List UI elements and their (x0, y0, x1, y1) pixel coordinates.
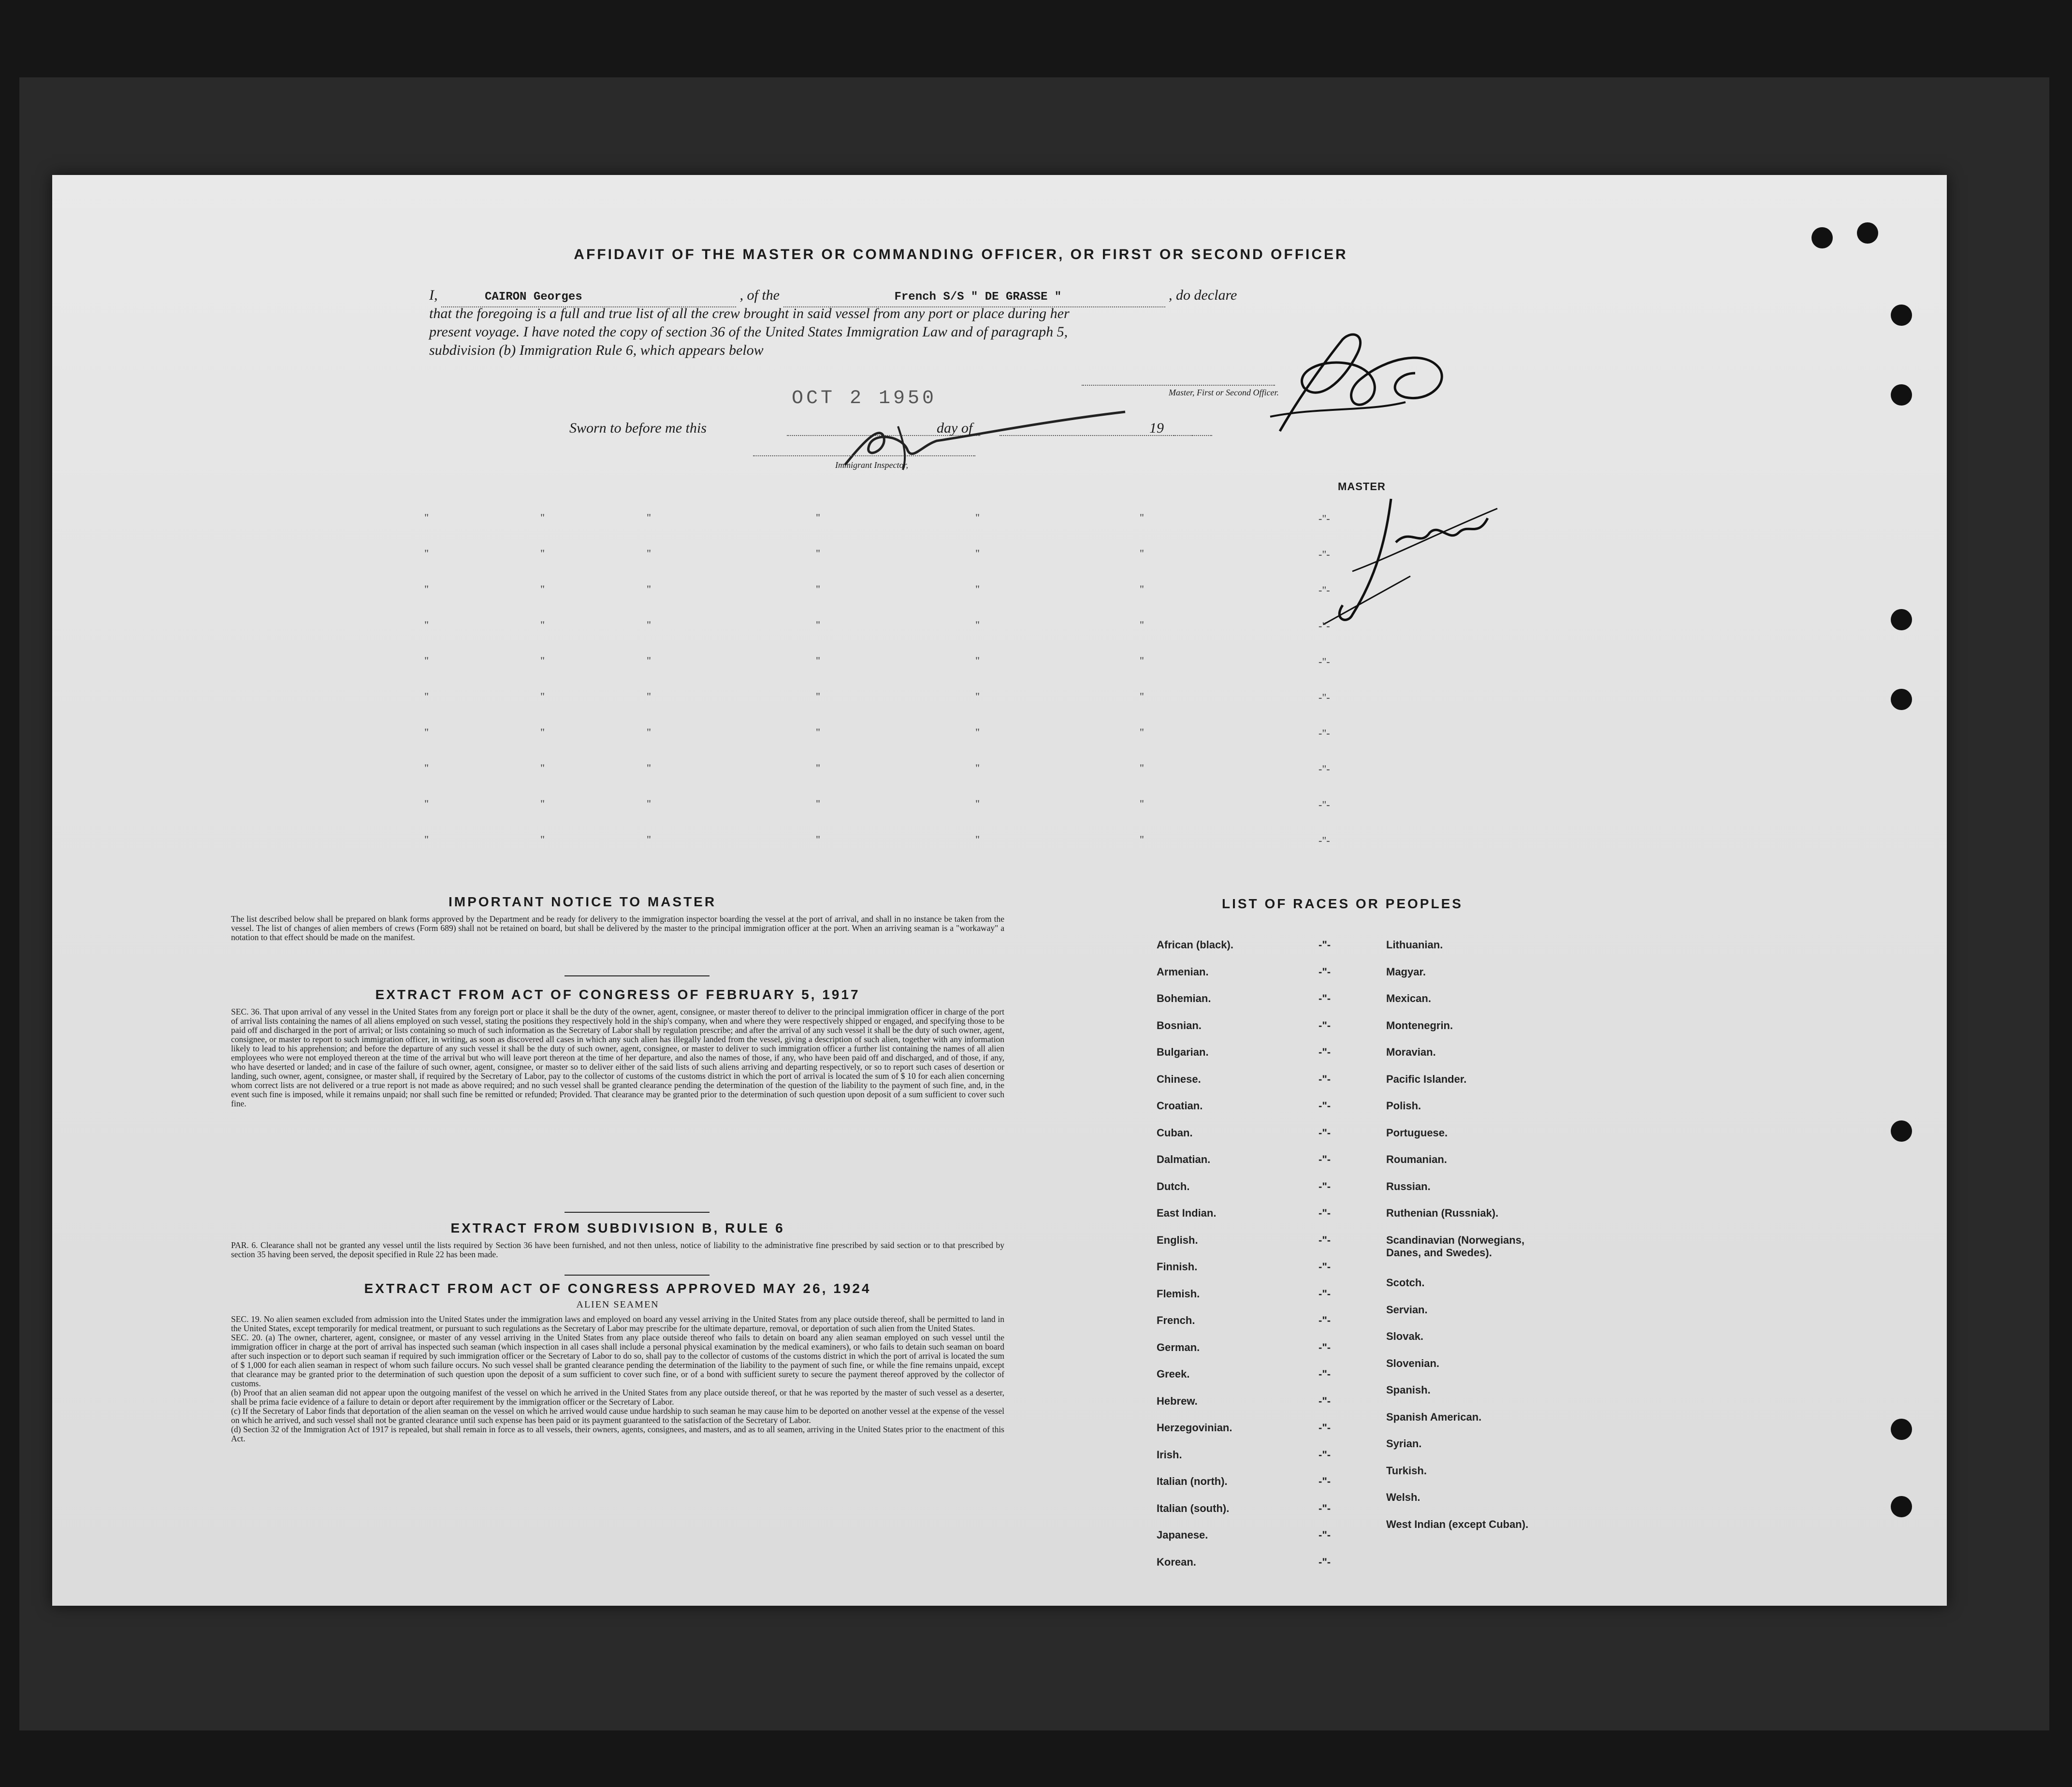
race-item: Slovak. (1386, 1330, 1424, 1343)
ditto-mark: " (816, 547, 820, 559)
race-ditto-mark: -"- (1319, 1502, 1331, 1514)
ditto-mark: " (975, 690, 980, 702)
punch-hole (1891, 305, 1912, 326)
ditto-mark: " (975, 798, 980, 810)
inspector-caption: Immigrant Inspector, (835, 460, 908, 470)
ditto-mark: " (975, 547, 980, 559)
notice-title: IMPORTANT NOTICE TO MASTER (449, 894, 717, 909)
ditto-mark: " (1140, 654, 1144, 667)
ditto-mark: " (540, 654, 545, 667)
race-ditto-mark: -"- (1319, 1100, 1331, 1112)
ditto-mark: " (424, 583, 429, 595)
notice-text: The list described below shall be prepared on blank forms approved by the Department and be ready for delivery to the immigration inspector boarding the vessel at the port of arrival, and shall in no instance be taken from the vessel. The list of changes of alien members of crews (Form 689) shall not be retained on board, but shall be delivered by the master to the principal immigration officer at the port. When an arriving seaman is a "workaway" a notation to that effect should be made on the manifest. (231, 914, 1004, 942)
race-ditto-mark: -"- (1319, 1019, 1331, 1032)
punch-hole (1891, 609, 1912, 630)
ditto-mark: " (975, 833, 980, 845)
race-item: Croatian. (1157, 1100, 1203, 1112)
race-item: Ruthenian (Russniak). (1386, 1207, 1499, 1219)
race-item: Polish. (1386, 1100, 1421, 1112)
race-item: English. (1157, 1234, 1198, 1246)
race-item: Cuban. (1157, 1126, 1193, 1139)
ditto-mark: " (975, 762, 980, 774)
ditto-mark: " (1140, 798, 1144, 810)
dash-ditto-mark: -"- (1319, 799, 1330, 811)
sec20a-text: SEC. 20. (a) The owner, charterer, agent, consignee, or master of any vessel arriving in the United States from any place outside thereof who fails to detain on board any alien seaman employed on such vessel until the immigration officer in charge at the port of arrival has inspected such seaman (which inspection in all cases shall include a personal physical examination by the medical examiners), or who fails to detain such seaman on board after such inspection or to deport such seaman if required by such immigration officer or the Secretary of Labor to do so, shall pay to the collector of customs of the customs district in which the port of arrival is located the sum of $ 1,000 for each alien seaman in respect of whom such failure occurs. No such vessel shall be granted clearance pending the determination of the liability to the payment of such fine, or while the fine remains unpaid, except that clearance may be granted prior to the determination of such question upon the deposit of a sum sufficient to cover such fine, or of a bond with sufficient surety to secure the payment thereof approved by the collector of customs. (231, 1333, 1004, 1388)
affidavit-line-1: I, CAIRON Georges , of the French S/S " DE GRASSE " , do declare (429, 286, 1396, 307)
extract-1924-title: EXTRACT FROM ACT OF CONGRESS APPROVED MAY 26, 1924 (364, 1281, 871, 1296)
punch-hole (1891, 1419, 1912, 1440)
race-item: Russian. (1386, 1180, 1431, 1192)
race-item: Scotch. (1386, 1277, 1425, 1289)
extract-1917-text: SEC. 36. That upon arrival of any vessel in the United States from any foreign port or place it shall be the duty of the owner, agent, consignee, or master thereof to deliver to the principal immigration officer in charge of the port of arrival lists containing the names of all aliens employed on such vessel, stating the positions they respectively hold in the ship's company, when and where they were respectively shipped or engaged, and specifying those to be paid off and discharged in the port of arrival; or lists containing so much of such information as the Secretary of Labor shall by regulation prescribe; and after the arrival of any such vessel it shall be the duty of such owner, agent, consignee, or master to report to such immigration officer, in writing, as soon as discovered all cases in which any such alien has illegally landed from the vessel, giving a description of such alien, together with any information likely to lead to his apprehension; and before the departure of any such vessel it shall be the duty of such owner, agent, consignee, or master to deliver to such immigration officer a further list containing the names of all alien employees who were not employed thereon at the time of the arrival but who will leave port thereon at the time of her departure, and also the names of those, if any, who have been paid off and discharged, and of those, if any, who have deserted or landed; and in case of the failure of such owner, agent, consignee, or master so to deliver either of the said lists of such aliens arriving and departing respectively, or so to report such cases of desertion or landing, such owner, agent, consignee, or master shall, if required by the Secretary of Labor, pay to the collector of customs of the customs district in which the port of arrival is located the sum of $ 10 for each alien concerning whom correct lists are not delivered or a true report is not made as above required; and no such vessel shall be granted clearance pending the determination of the question of the liability to the payment of such fine, and, in the event such fine is imposed, while it remains unpaid; nor shall such fine be remitted or refunded; Provided. That clearance may be granted prior to the determination of such question upon deposit of a sum sufficient to cover such fine. (231, 1007, 1004, 1108)
ditto-mark: " (816, 619, 820, 631)
punch-hole (1857, 222, 1878, 244)
race-item: Welsh. (1386, 1491, 1420, 1504)
race-item: Dalmatian. (1157, 1153, 1211, 1165)
race-item: Portuguese. (1386, 1126, 1448, 1139)
race-item: Montenegrin. (1386, 1019, 1453, 1032)
ditto-mark: " (975, 619, 980, 631)
dash-ditto-mark: -"- (1319, 620, 1330, 632)
ditto-mark: " (540, 690, 545, 702)
race-ditto-mark: -"- (1319, 1180, 1331, 1192)
race-item: Mexican. (1386, 992, 1431, 1004)
race-ditto-mark: -"- (1319, 1529, 1331, 1541)
race-ditto-mark: -"- (1319, 1287, 1331, 1300)
race-item: Spanish. (1386, 1384, 1431, 1396)
ditto-mark: " (540, 762, 545, 774)
day-of-label: day of (937, 420, 973, 436)
ditto-mark: " (1140, 619, 1144, 631)
race-item: French. (1157, 1314, 1195, 1326)
ditto-mark: " (647, 798, 651, 810)
master-signature (1294, 489, 1517, 634)
dash-ditto-mark: -"- (1319, 548, 1330, 560)
manifest-page (52, 175, 1947, 1606)
race-ditto-mark: -"- (1319, 992, 1331, 1004)
dash-ditto-mark: -"- (1319, 584, 1330, 596)
race-item: Pacific Islander. (1386, 1073, 1467, 1085)
extract-rule6-title: EXTRACT FROM SUBDIVISION B, RULE 6 (450, 1220, 785, 1235)
ditto-mark: " (540, 726, 545, 738)
dash-ditto-mark: -"- (1319, 655, 1330, 668)
punch-hole (1891, 384, 1912, 406)
punch-hole (1891, 689, 1912, 710)
master-stamp: MASTER (1338, 480, 1386, 493)
race-item: Syrian. (1386, 1438, 1422, 1450)
ditto-mark: " (816, 798, 820, 810)
race-item: Finnish. (1157, 1261, 1198, 1273)
ditto-mark: " (647, 690, 651, 702)
race-ditto-mark: -"- (1319, 965, 1331, 978)
extract-1924-subtitle: ALIEN SEAMEN (576, 1299, 659, 1310)
race-item: Irish. (1157, 1448, 1182, 1461)
ditto-mark: " (647, 762, 651, 774)
ditto-mark: " (816, 726, 820, 738)
race-item: Italian (north). (1157, 1475, 1228, 1487)
ditto-mark: " (816, 833, 820, 845)
race-ditto-mark: -"- (1319, 1153, 1331, 1165)
affidavit-line-3: present voyage. I have noted the copy of section 36 of the United States Immigration Law and of paragraph 5, (429, 324, 1068, 340)
race-ditto-mark: -"- (1319, 1422, 1331, 1434)
race-ditto-mark: -"- (1319, 1555, 1331, 1568)
dash-ditto-mark: -"- (1319, 727, 1330, 739)
dash-ditto-mark: -"- (1319, 512, 1330, 524)
ditto-mark: " (540, 833, 545, 845)
dash-ditto-mark: -"- (1319, 834, 1330, 846)
ditto-mark: " (540, 798, 545, 810)
ditto-mark: " (816, 690, 820, 702)
race-ditto-mark: -"- (1319, 1046, 1331, 1058)
ditto-mark: " (424, 690, 429, 702)
race-ditto-mark: -"- (1319, 1475, 1331, 1487)
ditto-mark: " (424, 511, 429, 523)
ditto-mark: " (424, 547, 429, 559)
race-item: Scandinavian (Norwegians, Danes, and Swedes). (1386, 1234, 1525, 1259)
ditto-mark: " (1140, 547, 1144, 559)
ditto-mark: " (816, 511, 820, 523)
sec20d-text: (d) Section 32 of the Immigration Act of 1917 is repealed, but shall remain in force as to all vessels, their owners, agents, consignees, and masters, and as to all seamen, arriving in the United States prior to the enactment of this Act. (231, 1424, 1004, 1443)
race-item: Hebrew. (1157, 1395, 1198, 1407)
ditto-mark: " (424, 619, 429, 631)
race-item: West Indian (except Cuban). (1386, 1518, 1529, 1530)
race-item: Herzegovinian. (1157, 1422, 1232, 1434)
race-item: Servian. (1386, 1303, 1428, 1316)
officer-signature (1222, 320, 1512, 446)
master-name-field: CAIRON Georges (441, 288, 736, 307)
punch-hole (1811, 227, 1833, 248)
race-item: Moravian. (1386, 1046, 1436, 1058)
race-item: Magyar. (1386, 965, 1426, 978)
race-item: Bosnian. (1157, 1019, 1202, 1032)
ditto-mark: " (816, 583, 820, 595)
race-item: Turkish. (1386, 1464, 1427, 1477)
race-ditto-mark: -"- (1319, 1448, 1331, 1461)
race-item: Lithuanian. (1386, 939, 1443, 951)
ditto-mark: " (424, 654, 429, 667)
race-item: Roumanian. (1386, 1153, 1447, 1165)
extract-1917-title: EXTRACT FROM ACT OF CONGRESS OF FEBRUARY 5, 1917 (375, 987, 860, 1002)
race-item: Korean. (1157, 1555, 1196, 1568)
race-item: Armenian. (1157, 965, 1209, 978)
ditto-mark: " (647, 833, 651, 845)
race-ditto-mark: -"- (1319, 1126, 1331, 1139)
ditto-mark: " (647, 511, 651, 523)
race-ditto-mark: -"- (1319, 1341, 1331, 1353)
ditto-mark: " (1140, 833, 1144, 845)
ditto-mark: " (647, 547, 651, 559)
punch-hole (1891, 1496, 1912, 1517)
affidavit-line-2: that the foregoing is a full and true list of all the crew brought in said vessel from any port or place during her (429, 305, 1070, 321)
sec20b-text: (b) Proof that an alien seaman did not appear upon the outgoing manifest of the vessel on which he arrived in the United States from any place outside thereof, or that he was reported by the master of such vessel as a deserter, shall be prima facie evidence of a failure to detain or deport after requirement by the immigration officer or the Secretary of Labor. (231, 1388, 1004, 1407)
race-ditto-mark: -"- (1319, 1207, 1331, 1219)
ditto-mark: " (1140, 583, 1144, 595)
year-label: 19 (1149, 420, 1164, 436)
ditto-mark: " (647, 583, 651, 595)
ditto-mark: " (975, 583, 980, 595)
ditto-mark: " (424, 833, 429, 845)
race-ditto-mark: -"- (1319, 939, 1331, 951)
ditto-mark: " (540, 547, 545, 559)
races-title: LIST OF RACES OR PEOPLES (1222, 896, 1463, 911)
ditto-mark: " (816, 654, 820, 667)
race-item: Chinese. (1157, 1073, 1201, 1085)
ditto-mark: " (975, 511, 980, 523)
date-stamp: OCT 2 1950 (792, 388, 937, 409)
ditto-mark: " (1140, 690, 1144, 702)
race-item: Spanish American. (1386, 1410, 1482, 1423)
vessel-name-field: French S/S " DE GRASSE " (783, 288, 1165, 307)
race-ditto-mark: -"- (1319, 1368, 1331, 1380)
ditto-mark: " (424, 762, 429, 774)
race-item: Bulgarian. (1157, 1046, 1209, 1058)
ditto-mark: " (647, 654, 651, 667)
race-item: African (black). (1157, 939, 1233, 951)
ditto-mark: " (540, 583, 545, 595)
ditto-mark: " (1140, 726, 1144, 738)
race-item: Greek. (1157, 1368, 1190, 1380)
ditto-mark: " (975, 726, 980, 738)
race-item: Bohemian. (1157, 992, 1211, 1004)
race-ditto-mark: -"- (1319, 1073, 1331, 1085)
officer-caption: Master, First or Second Officer. (1169, 388, 1279, 397)
sworn-label: Sworn to before me this (569, 420, 707, 436)
race-ditto-mark: -"- (1319, 1314, 1331, 1326)
race-item: East Indian. (1157, 1207, 1217, 1219)
ditto-mark: " (540, 619, 545, 631)
ditto-mark: " (540, 511, 545, 523)
race-item: Flemish. (1157, 1287, 1200, 1300)
race-item: Japanese. (1157, 1529, 1208, 1541)
sec20c-text: (c) If the Secretary of Labor finds that deportation of the alien seaman on the vessel on which he arrived would cause undue hardship to such seaman he may cause him to be deported on another vessel at the expense of the vessel on which he arrived, and such vessel shall not be granted clearance until such expense has been paid or its payment guaranteed to the satisfaction of the Secretary of Labor. (231, 1406, 1004, 1425)
race-item: Slovenian. (1386, 1357, 1440, 1369)
dash-ditto-mark: -"- (1319, 763, 1330, 775)
race-ditto-mark: -"- (1319, 1234, 1331, 1246)
ditto-mark: " (1140, 762, 1144, 774)
race-item: Italian (south). (1157, 1502, 1230, 1514)
dash-ditto-mark: -"- (1319, 691, 1330, 703)
extract-rule6-text: PAR. 6. Clearance shall not be granted any vessel until the lists required by Section 36 have been furnished, and not then unless, notice of liability to the administrative fine prescribed by said section or to that prescribed by section 35 having been served, the deposit specified in Rule 22 has been made. (231, 1240, 1004, 1259)
ditto-mark: " (975, 654, 980, 667)
extract-1924-body (231, 1315, 1004, 1443)
ditto-mark: " (424, 798, 429, 810)
race-ditto-mark: -"- (1319, 1395, 1331, 1407)
affidavit-title: AFFIDAVIT OF THE MASTER OR COMMANDING OFFICER, OR FIRST OR SECOND OFFICER (574, 247, 1348, 262)
sec19-text: SEC. 19. No alien seamen excluded from admission into the United States under the immigration laws and employed on board any vessel arriving in the United States from any place outside thereof, shall be permitted to land in the United States, except temporarily for medical treatment, or pursuant to such regulations as the Secretary of Labor may prescribe for the ultimate departure, removal, or deportation of such alien from the United States. (231, 1314, 1004, 1333)
punch-hole (1891, 1120, 1912, 1142)
race-ditto-mark: -"- (1319, 1261, 1331, 1273)
race-item: Dutch. (1157, 1180, 1190, 1192)
race-item: German. (1157, 1341, 1200, 1353)
ditto-mark: " (647, 726, 651, 738)
ditto-mark: " (424, 726, 429, 738)
ditto-mark: " (816, 762, 820, 774)
ditto-mark: " (1140, 511, 1144, 523)
affidavit-line-4: subdivision (b) Immigration Rule 6, which appears below (429, 342, 764, 358)
ditto-mark: " (647, 619, 651, 631)
